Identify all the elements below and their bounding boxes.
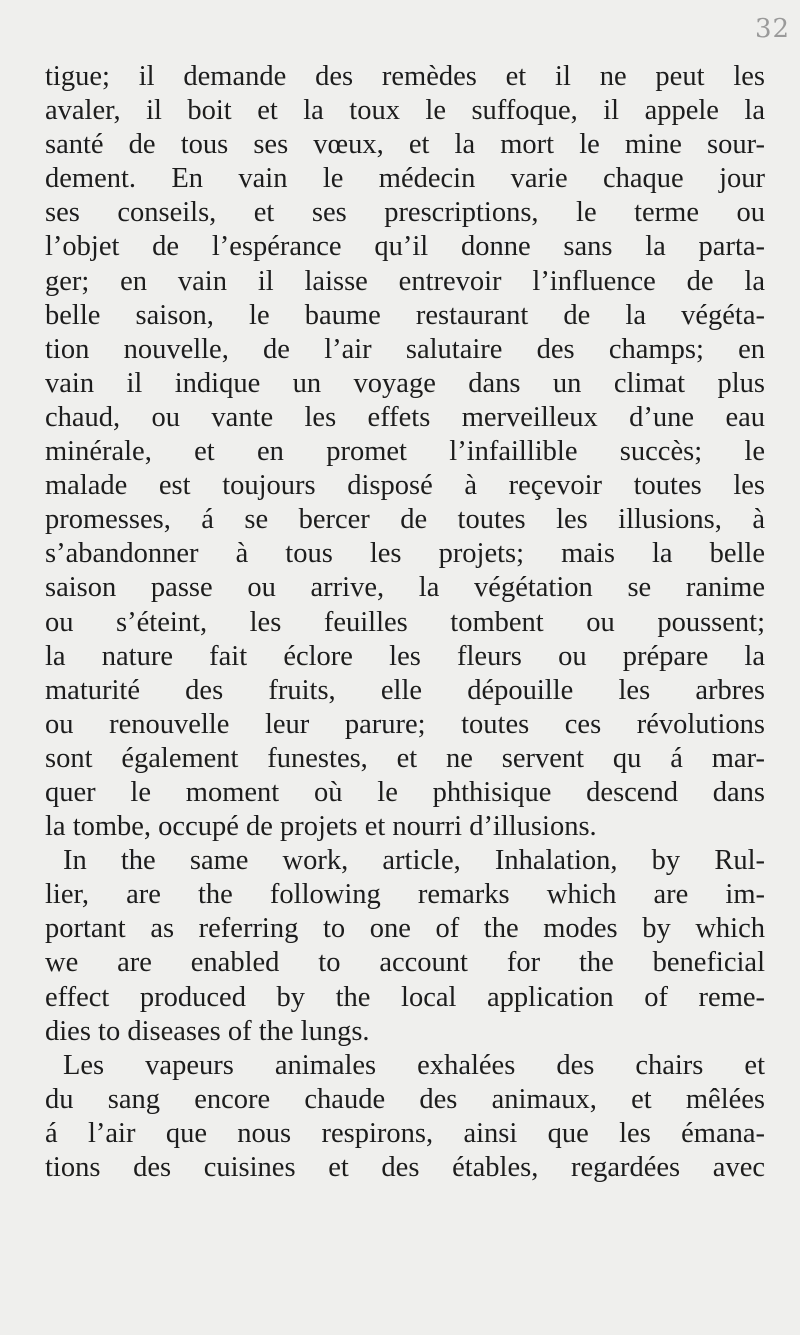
- text-line: Les vapeurs animales exhalées des chairs et: [63, 1049, 765, 1081]
- text-line: vain il indique un voyage dans un climat plus: [45, 367, 765, 399]
- paragraph-english-commentary: [45, 844, 765, 1049]
- text-line: ger; en vain il laisse entrevoir l’influence de la: [45, 265, 765, 297]
- text-line: In the same work, article, Inhalation, by Rul-: [63, 845, 765, 877]
- text-line: santé de tous ses vœux, et la mort le mine sour-: [45, 129, 765, 161]
- text-line: du sang encore chaude des animaux, et mêlées: [45, 1083, 765, 1115]
- text-line: promesses, á se bercer de toutes les illusions, à: [45, 504, 765, 536]
- text-line: saison passe ou arrive, la végétation se ranime: [45, 572, 765, 604]
- text-line: maturité des fruits, elle dépouille les arbres: [45, 674, 765, 706]
- text-line: effect produced by the local application of reme-: [45, 981, 765, 1013]
- text-line: dement. En vain le médecin varie chaque jour: [45, 163, 765, 195]
- text-line: tions des cuisines et des étables, regardées avec: [45, 1152, 765, 1183]
- text-line: dies to diseases of the lungs.: [45, 1015, 370, 1047]
- text-line: tigue; il demande des remèdes et il ne peut les: [45, 61, 765, 92]
- text-line: á l’air que nous respirons, ainsi que les émana-: [45, 1117, 765, 1149]
- text-line: avaler, il boit et la toux le suffoque, il appele la: [45, 95, 765, 127]
- text-line: l’objet de l’espérance qu’il donne sans la parta-: [45, 231, 765, 263]
- text-line: s’abandonner à tous les projets; mais la belle: [45, 538, 765, 570]
- body-text: [45, 60, 765, 1185]
- text-line: portant as referring to one of the modes by which: [45, 913, 765, 945]
- text-line: ou s’éteint, les feuilles tombent ou poussent;: [45, 606, 765, 638]
- text-line: we are enabled to account for the beneficial: [45, 947, 765, 979]
- text-line: tion nouvelle, de l’air salutaire des champs; en: [45, 333, 765, 365]
- text-line: chaud, ou vante les effets merveilleux d’une eau: [45, 401, 765, 433]
- text-line: minérale, et en promet l’infaillible succès; le: [45, 436, 765, 468]
- page-number: 32: [755, 14, 791, 44]
- paragraph-french-quotation: [45, 1049, 765, 1185]
- text-line: belle saison, le baume restaurant de la végéta-: [45, 299, 765, 331]
- text-line: la nature fait éclore les fleurs ou prépare la: [45, 640, 765, 672]
- text-line: ses conseils, et ses prescriptions, le terme ou: [45, 197, 765, 229]
- text-line: sont également funestes, et ne servent qu á mar-: [45, 742, 765, 774]
- text-line: la tombe, occupé de projets et nourri d’illusions.: [45, 811, 597, 843]
- paragraph-french-continuation: [45, 60, 765, 844]
- text-line: ou renouvelle leur parure; toutes ces révolutions: [45, 708, 765, 740]
- text-line: lier, are the following remarks which are im-: [45, 879, 765, 911]
- text-line: malade est toujours disposé à reçevoir toutes les: [45, 470, 765, 502]
- text-line: quer le moment où le phthisique descend dans: [45, 776, 765, 808]
